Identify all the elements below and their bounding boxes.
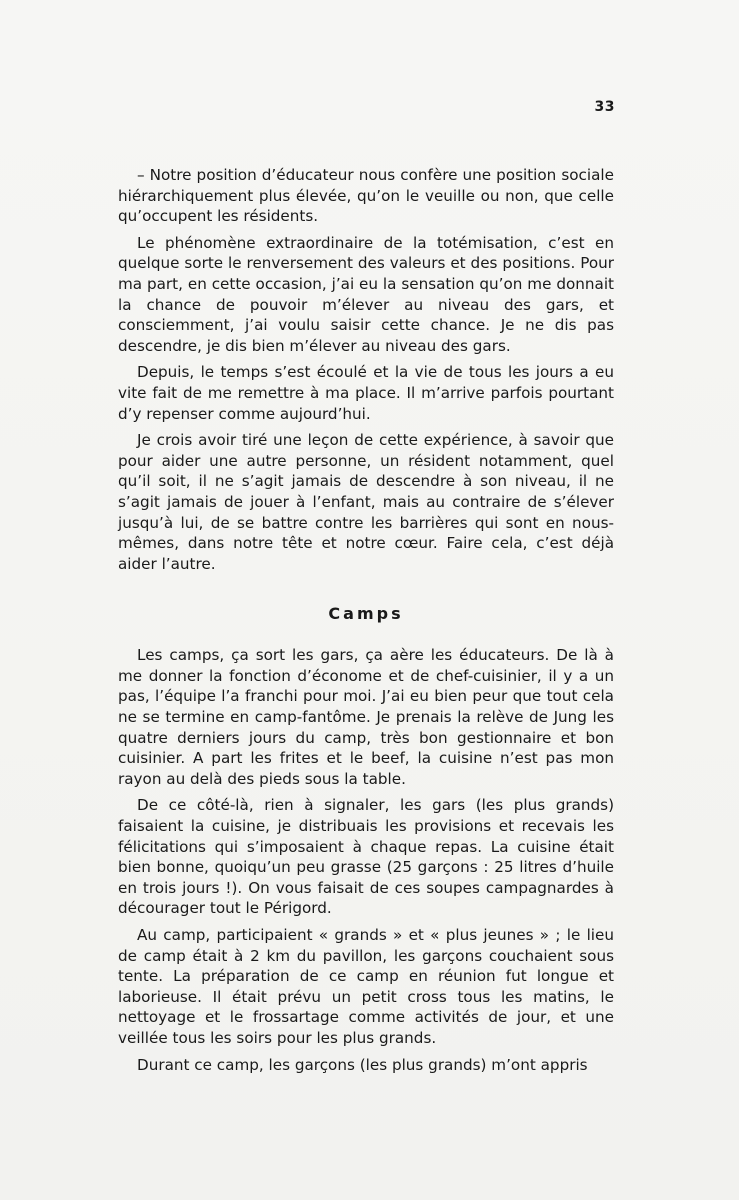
paragraph: De ce côté-là, rien à signaler, les gars (les plus grands) faisaient la cuisine, je distribuais les provisions et recevais les félicitations qui s’imposaient à chaque repas. La cuisine était bien bonne, quoiqu’un peu grasse (25 garçons : 25 litres d’huile en trois jours !). On vous faisait de ces soupes campagnardes à décourager tout le Périgord. (118, 796, 614, 918)
paragraph: Le phénomène extraordinaire de la totémisation, c’est en quelque sorte le renversement des valeurs et des positions. Pour ma part, en cette occasion, j’ai eu la sensation qu’on me donnait la chance de pouvoir m’élever au niveau des gars, et consciemment, j’ai voulu saisir cette chance. Je ne dis pas descendre, je dis bien m’élever au niveau des gars. (118, 233, 614, 355)
paragraph: Durant ce camp, les garçons (les plus grands) m’ont appris (137, 1055, 588, 1074)
paragraph: – Notre position d’éducateur nous confère une position sociale hiérarchiquement plus élevée, qu’on le veuille ou non, que celle qu’occupent les résidents. (118, 166, 614, 226)
paragraph: Depuis, le temps s’est écoulé et la vie de tous les jours a eu vite fait de me remettre à ma place. Il m’arrive parfois pourtant d’y repenser comme aujourd’hui. (118, 363, 614, 423)
paragraph: Au camp, participaient « grands » et « plus jeunes » ; le lieu de camp était à 2 km du pavillon, les garçons couchaient sous tente. La préparation de ce camp en réunion fut longue et laborieuse. Il était prévu un petit cross tous les matins, le nettoyage et le frossartage comme activités de jour, et une veillée tous les soirs pour les plus grands. (118, 926, 614, 1047)
page-number: 33 (594, 99, 615, 115)
body-text (118, 165, 614, 1081)
paragraph: Les camps, ça sort les gars, ça aère les éducateurs. De là à me donner la fonction d’économe et de chef-cuisinier, il y a un pas, l’équipe l’a franchi pour moi. J’ai eu bien peur que tout cela ne se termine en camp-fantôme. Je prenais la relève de Jung les quatre derniers jours du camp, très bon gestionnaire et bon cuisinier. A part les frites et le beef, la cuisine n’est pas mon rayon au delà des pieds sous la table. (118, 646, 614, 788)
section-heading: Camps (328, 604, 404, 624)
paragraph: Je crois avoir tiré une leçon de cette expérience, à savoir que pour aider une autre personne, un résident notamment, quel qu’il soit, il ne s’agit jamais de descendre à son niveau, il ne s’agit jamais de jouer à l’enfant, mais au contraire de s’élever jusqu’à lui, de se battre contre les barrières qui sont en nous-mêmes, dans notre tête et notre cœur. Faire cela, c’est déjà aider l’autre. (118, 431, 614, 573)
